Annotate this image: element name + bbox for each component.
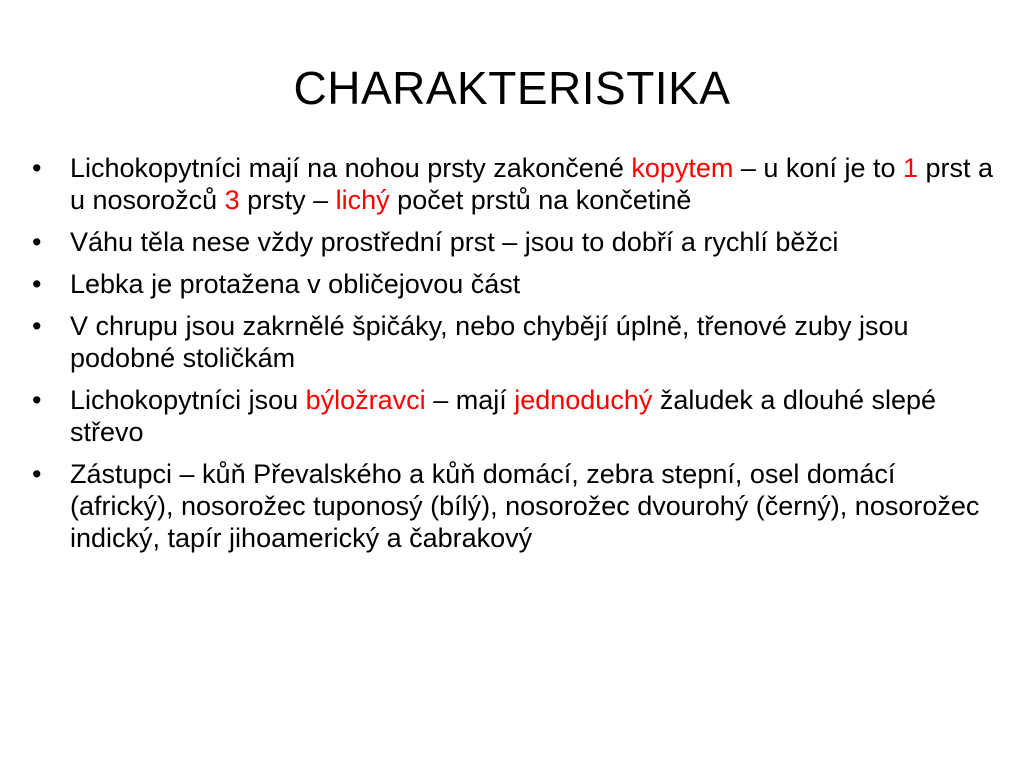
highlight-segment: 1	[903, 153, 919, 183]
text-segment: Lebka je protažena v obličejovou část	[70, 269, 521, 299]
text-segment: Lichokopytníci mají na nohou prsty zakončené	[70, 153, 632, 183]
text-segment: Zástupci – kůň Převalského a kůň domácí, zebra stepní, osel domácí (africký), nosorožec tuponosý (bílý), nosorožec dvourohý (černý), nosorožec indický, tapír jihoamerický a čabrakový	[70, 459, 980, 553]
bullet-item	[30, 384, 998, 448]
bullet-item	[30, 226, 998, 258]
bullet-dot-icon: •	[32, 227, 42, 257]
text-segment: počet prstů na končetině	[389, 185, 692, 215]
highlight-segment: 3	[224, 185, 240, 215]
bullet-dot-icon: •	[32, 459, 42, 489]
text-segment: žaludek a dlouhé slepé střevo	[70, 385, 937, 447]
text-segment: V chrupu jsou zakrnělé špičáky, nebo chybějí úplně, třenové zuby jsou podobné stoličkám	[70, 311, 909, 373]
bullet-item	[30, 310, 998, 374]
highlight-segment: lichý	[335, 185, 390, 215]
bullet-item	[30, 152, 998, 216]
bullet-dot-icon: •	[32, 269, 42, 299]
text-segment: prst a u nosorožců	[70, 153, 994, 215]
text-segment: Lichokopytníci jsou	[70, 385, 306, 415]
bullet-dot-icon: •	[32, 311, 42, 341]
bullet-item	[30, 268, 998, 300]
highlight-segment: jednoduchý	[514, 385, 653, 415]
bullet-dot-icon: •	[32, 385, 42, 415]
text-segment: – u koní je to	[733, 153, 903, 183]
highlight-segment: kopytem	[631, 153, 734, 183]
highlight-segment: býložravci	[305, 385, 426, 415]
slide-title: CHARAKTERISTIKA	[293, 62, 731, 114]
bullet-list	[30, 152, 998, 564]
text-segment: prsty –	[239, 185, 336, 215]
bullet-dot-icon: •	[32, 153, 42, 183]
text-segment: Váhu těla nese vždy prostřední prst – jsou to dobří a rychlí běžci	[70, 227, 839, 257]
bullet-item	[30, 458, 998, 554]
text-segment: – mají	[425, 385, 515, 415]
